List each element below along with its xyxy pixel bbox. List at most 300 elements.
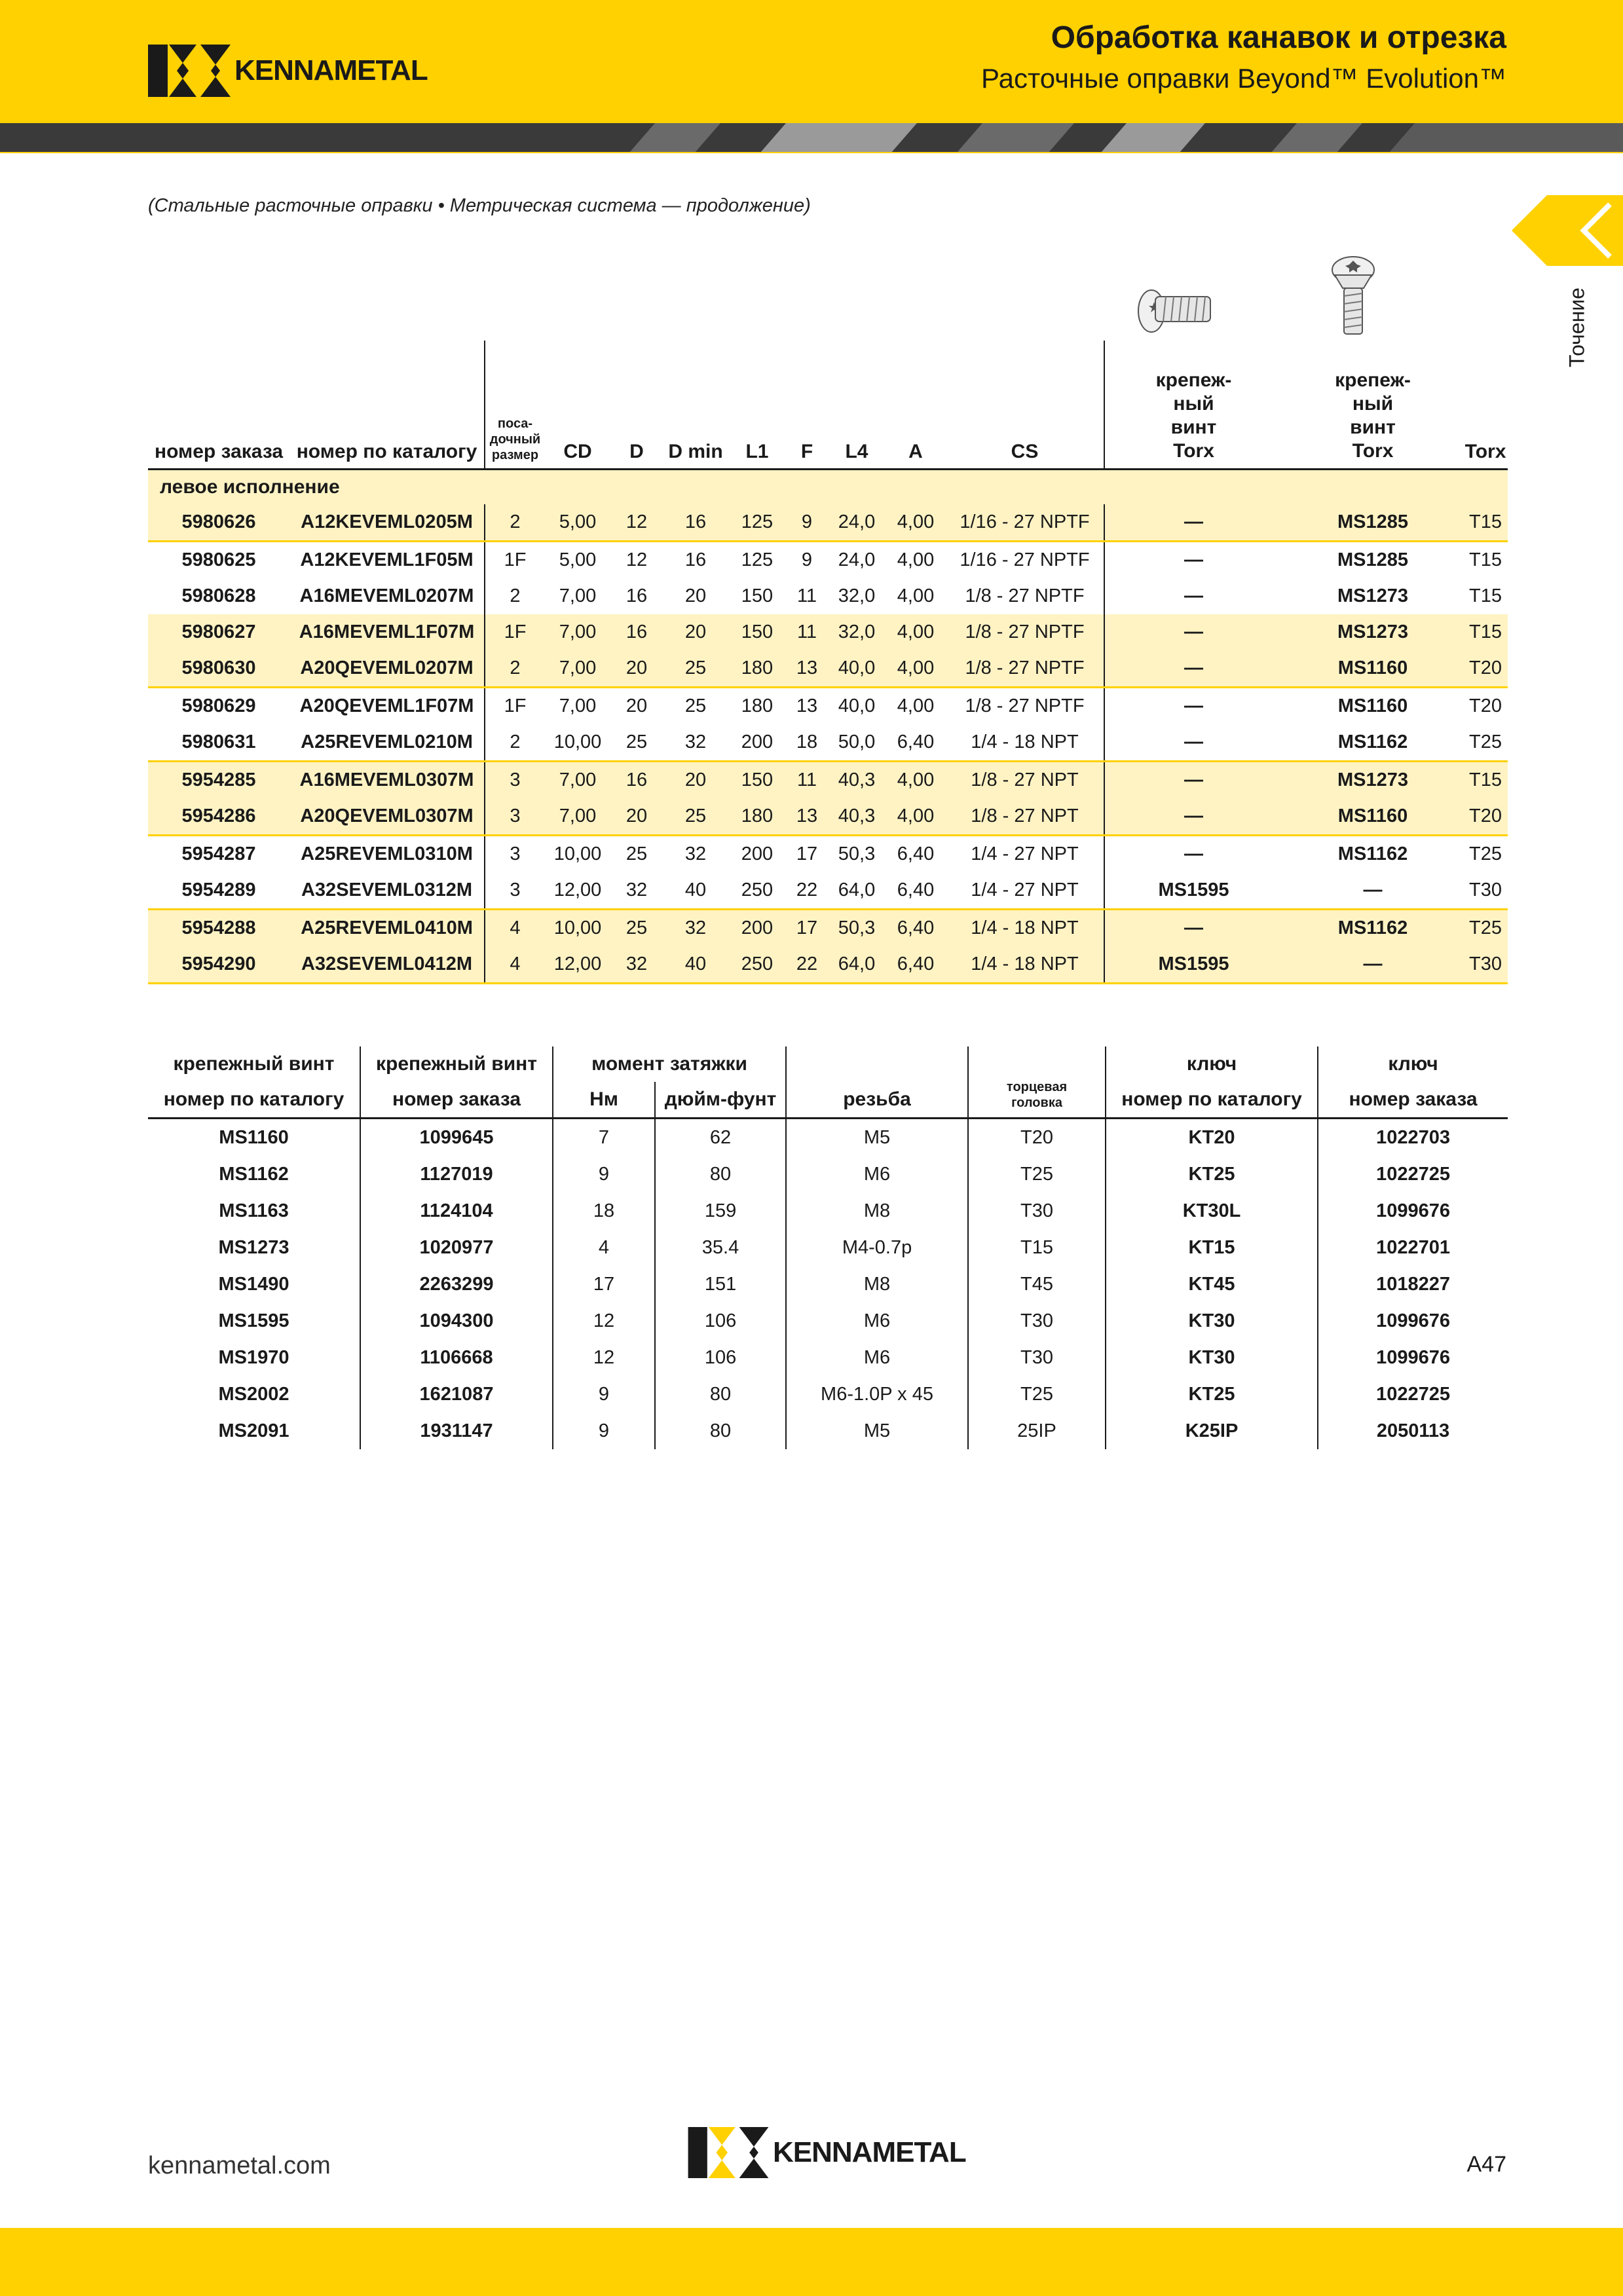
cell-seat: 4 — [485, 909, 545, 946]
table-row — [148, 504, 1508, 542]
cell-cd: 7,00 — [545, 761, 610, 798]
cell-nm: 17 — [553, 1266, 655, 1303]
cell-s1: — — [1104, 650, 1282, 688]
cell-cs: 1/4 - 27 NPT — [946, 835, 1104, 872]
cell-f: 22 — [786, 872, 828, 910]
cell-key_order: 1099676 — [1376, 1200, 1450, 1221]
cell-cd: 5,00 — [545, 504, 610, 542]
cell-l4: 64,0 — [828, 946, 886, 984]
cell-s2: — — [1282, 872, 1463, 910]
cell-catalog: A25REVEML0210M — [289, 724, 485, 762]
cell-key: KT25 — [1106, 1376, 1318, 1413]
cell-torx: T25 — [1469, 843, 1502, 864]
col-screw-catalog: номер по каталогу — [148, 1082, 360, 1119]
cell-s1: MS1595 — [1104, 872, 1282, 910]
cell-thread: M4-0.7p — [786, 1229, 968, 1266]
table-row — [148, 761, 1508, 798]
cell-l4: 24,0 — [828, 504, 886, 542]
cell-cs: 1/8 - 27 NPTF — [946, 614, 1104, 650]
cell-f: 13 — [786, 798, 828, 836]
cell-s1: — — [1184, 843, 1203, 864]
cell-torx: T25 — [1463, 724, 1508, 762]
cell-torx: T15 — [1463, 761, 1508, 798]
cell-catalog: A16MEVEML0207M — [289, 578, 485, 614]
cell-cs: 1/16 - 27 NPTF — [946, 541, 1104, 578]
cell-screw: MS1490 — [148, 1266, 360, 1303]
cell-l1: 250 — [728, 946, 786, 984]
col-screw-order-label: крепежный винт — [360, 1046, 553, 1082]
cell-f: 17 — [786, 909, 828, 946]
table-row — [148, 909, 1508, 946]
cell-drive: T30 — [968, 1303, 1106, 1339]
col-key-order-label: ключ — [1388, 1053, 1438, 1075]
cell-s2: MS1273 — [1282, 761, 1463, 798]
torx-screw-horizontal-icon — [1133, 278, 1218, 337]
cell-cd: 10,00 — [553, 843, 602, 864]
col-d: D — [610, 341, 663, 469]
table-row — [148, 798, 1508, 836]
cell-dmin: 16 — [684, 549, 707, 570]
cell-inlb: 35.4 — [655, 1229, 786, 1266]
cell-a: 4,00 — [897, 695, 935, 716]
cell-catalog: A20QEVEML0307M — [289, 798, 485, 836]
cell-seat: 3 — [510, 843, 521, 864]
cell-cd: 7,00 — [545, 614, 610, 650]
cell-order: 1106668 — [360, 1339, 553, 1376]
boring-bars-table — [148, 341, 1508, 984]
cell-a: 6,40 — [897, 843, 935, 864]
cell-s1: — — [1104, 504, 1282, 542]
cell-cd: 5,00 — [559, 549, 597, 570]
cell-torx: T30 — [1463, 946, 1508, 984]
cell-key: KT30 — [1106, 1303, 1318, 1339]
cell-inlb: 159 — [655, 1193, 786, 1229]
cell-inlb: 106 — [655, 1303, 786, 1339]
cell-thread: M6 — [786, 1156, 968, 1193]
cell-dmin: 20 — [663, 614, 728, 650]
cell-screw: MS1163 — [148, 1193, 360, 1229]
cell-torx: T30 — [1463, 872, 1508, 910]
cell-screw: MS1273 — [148, 1229, 360, 1266]
cell-l4: 40,0 — [838, 695, 876, 716]
cell-s1: — — [1184, 695, 1203, 716]
cell-catalog: A25REVEML0310M — [289, 835, 485, 872]
cell-catalog: A12KEVEML1F05M — [289, 541, 485, 578]
cell-thread: M8 — [786, 1266, 968, 1303]
cell-key: KT25 — [1106, 1156, 1318, 1193]
cell-l4: 40,3 — [828, 761, 886, 798]
table-row — [148, 578, 1508, 614]
col-l1: L1 — [728, 341, 786, 469]
side-tab-chevron — [1512, 195, 1623, 266]
cell-seat: 4 — [485, 946, 545, 984]
table-row — [148, 1266, 1508, 1303]
cell-s1: MS1595 — [1104, 946, 1282, 984]
cell-cs: 1/16 - 27 NPTF — [946, 504, 1104, 542]
cell-cd: 7,00 — [559, 695, 597, 716]
cell-s1: — — [1184, 549, 1203, 570]
cell-s2: MS1285 — [1337, 549, 1408, 570]
cell-torx: T20 — [1463, 650, 1508, 688]
cell-torx: T15 — [1463, 614, 1508, 650]
cell-a: 4,00 — [897, 549, 935, 570]
cell-catalog: A25REVEML0410M — [289, 909, 485, 946]
cell-key: KT30 — [1106, 1339, 1318, 1376]
cell-seat: 1F — [504, 695, 527, 716]
col-inlb: дюйм-фунт — [655, 1082, 786, 1119]
cell-inlb: 151 — [655, 1266, 786, 1303]
cell-s1: — — [1104, 761, 1282, 798]
col-screw-label: крепежный винт — [148, 1046, 360, 1082]
cell-key_order: 1022725 — [1376, 1163, 1450, 1185]
cell-a: 6,40 — [886, 946, 946, 984]
cell-d: 25 — [610, 724, 663, 762]
cell-thread: M6 — [786, 1339, 968, 1376]
cell-cs: 1/8 - 27 NPT — [946, 761, 1104, 798]
cell-nm: 9 — [553, 1156, 655, 1193]
cell-seat: 3 — [485, 798, 545, 836]
table-row — [148, 541, 1508, 578]
cell-cs: 1/8 - 27 NPTF — [946, 687, 1104, 724]
cell-seat: 2 — [510, 585, 521, 606]
cell-dmin: 32 — [663, 724, 728, 762]
cell-f: 13 — [786, 650, 828, 688]
cell-d: 25 — [625, 843, 648, 864]
cell-catalog: A20QEVEML0207M — [289, 650, 485, 688]
cell-key: KT15 — [1106, 1229, 1318, 1266]
cell-s1: — — [1104, 614, 1282, 650]
cell-cs: 1/8 - 27 NPTF — [946, 578, 1104, 614]
cell-order: 2263299 — [360, 1266, 553, 1303]
cell-l1: 180 — [728, 798, 786, 836]
cell-dmin: 20 — [684, 585, 707, 606]
cell-order: 5954285 — [148, 761, 289, 798]
page-number: A47 — [1466, 2152, 1506, 2177]
cell-f: 18 — [786, 724, 828, 762]
cell-d: 16 — [625, 585, 648, 606]
cell-screw: MS1160 — [148, 1119, 360, 1157]
cell-dmin: 32 — [663, 909, 728, 946]
cell-catalog: A20QEVEML1F07M — [289, 687, 485, 724]
cell-key_order: 1022725 — [1376, 1383, 1450, 1405]
cell-l4: 40,3 — [828, 798, 886, 836]
cell-order: 1099645 — [360, 1119, 553, 1157]
col-a: A — [886, 341, 946, 469]
table-row — [148, 1376, 1508, 1413]
cell-thread: M5 — [786, 1413, 968, 1449]
col-torque-label: момент затяжки — [553, 1046, 786, 1082]
cell-a: 4,00 — [886, 504, 946, 542]
col-nm: Нм — [553, 1082, 655, 1119]
cell-s2: MS1162 — [1282, 724, 1463, 762]
cell-torx: T15 — [1469, 549, 1502, 570]
cell-seat: 2 — [485, 504, 545, 542]
cell-dmin: 20 — [663, 761, 728, 798]
col-screw-1: крепеж- ный винт Torx — [1104, 341, 1282, 469]
col-thread: резьба — [786, 1082, 968, 1119]
cell-s2: MS1162 — [1337, 843, 1408, 864]
cell-torx: T20 — [1463, 798, 1508, 836]
cell-l4: 50,3 — [828, 909, 886, 946]
page-title: Обработка канавок и отрезка — [1051, 20, 1506, 55]
cell-drive: T45 — [968, 1266, 1106, 1303]
cell-order: 5954289 — [148, 872, 289, 910]
cell-f: 13 — [796, 695, 818, 716]
cell-catalog: A16MEVEML0307M — [289, 761, 485, 798]
cell-f: 9 — [786, 504, 828, 542]
cell-a: 6,40 — [886, 724, 946, 762]
table-row — [148, 724, 1508, 762]
cell-catalog: A16MEVEML1F07M — [289, 614, 485, 650]
cell-cd: 10,00 — [545, 909, 610, 946]
side-tab-label: Точение — [1565, 287, 1589, 367]
cell-dmin: 25 — [663, 650, 728, 688]
cell-d: 12 — [610, 504, 663, 542]
cell-l1: 180 — [728, 650, 786, 688]
col-key-label: ключ — [1106, 1046, 1318, 1082]
col-cs: CS — [946, 341, 1104, 469]
col-screw-order: номер заказа — [360, 1082, 553, 1119]
cell-seat: 2 — [485, 724, 545, 762]
cell-order: 5980630 — [148, 650, 289, 688]
cell-l1: 150 — [741, 585, 774, 606]
cell-key_order: 1022701 — [1376, 1236, 1450, 1258]
cell-drive: T15 — [968, 1229, 1106, 1266]
cell-d: 25 — [610, 909, 663, 946]
kennametal-k-icon — [688, 2127, 769, 2178]
section-subtitle: (Стальные расточные оправки • Метрическая система — продолжение) — [148, 195, 811, 216]
cell-l4: 50,0 — [828, 724, 886, 762]
col-seat-size: поса- дочный размер — [485, 341, 545, 469]
table-row — [148, 1413, 1508, 1449]
cell-seat: 1F — [485, 614, 545, 650]
table-row — [148, 1229, 1508, 1266]
cell-d: 20 — [625, 695, 648, 716]
footer-logo — [688, 2127, 966, 2178]
cell-nm: 12 — [553, 1303, 655, 1339]
cell-s2: MS1160 — [1282, 650, 1463, 688]
cell-key_order: 2050113 — [1376, 1420, 1450, 1441]
cell-order: 5980628 — [181, 585, 256, 606]
cell-s2: MS1160 — [1282, 798, 1463, 836]
cell-s1: — — [1184, 585, 1203, 606]
cell-s2: — — [1282, 946, 1463, 984]
col-torx: Torx — [1463, 341, 1508, 469]
footer-wordmark: KENNAMETAL — [773, 2136, 966, 2168]
cell-drive: 25IP — [968, 1413, 1106, 1449]
cell-thread: M6 — [786, 1303, 968, 1339]
cell-key: K25IP — [1106, 1413, 1318, 1449]
col-screw-2: крепеж- ный винт Torx — [1282, 341, 1463, 469]
cell-nm: 12 — [553, 1339, 655, 1376]
cell-l1: 200 — [728, 909, 786, 946]
cell-l4: 64,0 — [828, 872, 886, 910]
page-header — [0, 0, 1623, 123]
cell-order: 5954287 — [181, 843, 256, 864]
cell-s2: MS1273 — [1337, 585, 1408, 606]
cell-d: 16 — [610, 614, 663, 650]
cell-screw: MS2002 — [148, 1376, 360, 1413]
cell-order: 5954286 — [148, 798, 289, 836]
cell-l1: 180 — [741, 695, 774, 716]
cell-f: 11 — [786, 761, 828, 798]
cell-screw: MS2091 — [148, 1413, 360, 1449]
cell-cs: 1/8 - 27 NPT — [946, 798, 1104, 836]
cell-s1: — — [1104, 724, 1282, 762]
col-cd: CD — [545, 341, 610, 469]
cell-l4: 40,0 — [828, 650, 886, 688]
cell-d: 20 — [610, 650, 663, 688]
col-order-no: номер заказа — [148, 341, 289, 469]
table-row — [148, 1339, 1508, 1376]
cell-cs: 1/4 - 18 NPT — [946, 909, 1104, 946]
cell-l1: 250 — [728, 872, 786, 910]
cell-order: 1621087 — [360, 1376, 553, 1413]
table-row — [148, 1156, 1508, 1193]
cell-dmin: 32 — [684, 843, 707, 864]
cell-torx: T25 — [1463, 909, 1508, 946]
cell-key: KT30L — [1106, 1193, 1318, 1229]
cell-l1: 200 — [741, 843, 774, 864]
col-dmin: D min — [663, 341, 728, 469]
cell-dmin: 25 — [663, 798, 728, 836]
cell-a: 4,00 — [886, 761, 946, 798]
cell-key_order: 1018227 — [1376, 1273, 1450, 1295]
cell-cs: 1/4 - 18 NPT — [946, 724, 1104, 762]
footer-bar — [0, 2228, 1623, 2296]
cell-torx: T20 — [1469, 695, 1502, 716]
cell-a: 4,00 — [897, 585, 935, 606]
cell-l1: 150 — [728, 761, 786, 798]
cell-s2: MS1162 — [1282, 909, 1463, 946]
cell-s2: MS1273 — [1282, 614, 1463, 650]
cell-seat: 3 — [485, 872, 545, 910]
cell-order: 1094300 — [360, 1303, 553, 1339]
cell-thread: M6-1.0P x 45 — [786, 1376, 968, 1413]
cell-order: 5980626 — [148, 504, 289, 542]
cell-l4: 32,0 — [838, 585, 876, 606]
cell-dmin: 40 — [663, 872, 728, 910]
cell-drive: T25 — [968, 1156, 1106, 1193]
cell-cd: 7,00 — [559, 585, 597, 606]
cell-order: 1020977 — [360, 1229, 553, 1266]
cell-key: KT20 — [1106, 1119, 1318, 1157]
cell-seat: 1F — [504, 549, 527, 570]
cell-a: 4,00 — [886, 614, 946, 650]
cell-s1: — — [1104, 798, 1282, 836]
screw-specs-table — [148, 1046, 1508, 1449]
cell-cd: 12,00 — [545, 946, 610, 984]
cell-dmin: 40 — [663, 946, 728, 984]
cell-d: 32 — [610, 872, 663, 910]
group-label-left-hand: левое исполнение — [148, 469, 1508, 504]
cell-inlb: 80 — [655, 1376, 786, 1413]
footer-url[interactable]: kennametal.com — [148, 2152, 331, 2179]
cell-cs: 1/4 - 27 NPT — [946, 872, 1104, 910]
cell-cd: 10,00 — [545, 724, 610, 762]
cell-drive: T30 — [968, 1193, 1106, 1229]
cell-cd: 7,00 — [545, 650, 610, 688]
col-catalog-no: номер по каталогу — [289, 341, 485, 469]
table-row — [148, 835, 1508, 872]
cell-l1: 125 — [741, 549, 774, 570]
col-thread-top — [786, 1046, 968, 1082]
header-stripe — [0, 123, 1623, 153]
table-row — [148, 614, 1508, 650]
cell-f: 11 — [786, 614, 828, 650]
cell-inlb: 80 — [655, 1156, 786, 1193]
cell-d: 32 — [610, 946, 663, 984]
cell-f: 22 — [786, 946, 828, 984]
cell-cd: 7,00 — [545, 798, 610, 836]
cell-order: 5980625 — [181, 549, 256, 570]
col-key-catalog: номер по каталогу — [1106, 1082, 1318, 1119]
table-row — [148, 1119, 1508, 1157]
col-f: F — [786, 341, 828, 469]
cell-s2: MS1285 — [1282, 504, 1463, 542]
cell-seat: 3 — [485, 761, 545, 798]
cell-order: 5954290 — [148, 946, 289, 984]
cell-order: 1931147 — [360, 1413, 553, 1449]
cell-order: 1124104 — [360, 1193, 553, 1229]
table-row — [148, 946, 1508, 984]
cell-key: KT45 — [1106, 1266, 1318, 1303]
col-l4: L4 — [828, 341, 886, 469]
cell-a: 4,00 — [886, 798, 946, 836]
cell-inlb: 106 — [655, 1339, 786, 1376]
cell-order: 5980629 — [181, 695, 256, 716]
logo-wordmark: KENNAMETAL — [234, 54, 428, 86]
cell-dmin: 25 — [684, 695, 707, 716]
cell-key_order: 1099676 — [1376, 1346, 1450, 1368]
cell-torx: T15 — [1469, 585, 1502, 606]
cell-f: 9 — [801, 549, 813, 570]
cell-l1: 150 — [728, 614, 786, 650]
table-row — [148, 687, 1508, 724]
cell-cs: 1/8 - 27 NPTF — [946, 650, 1104, 688]
cell-thread: M8 — [786, 1193, 968, 1229]
cell-nm: 7 — [553, 1119, 655, 1157]
cell-inlb: 80 — [655, 1413, 786, 1449]
cell-key_order: 1022703 — [1376, 1126, 1450, 1148]
cell-s1: — — [1104, 909, 1282, 946]
cell-cs: 1/4 - 18 NPT — [946, 946, 1104, 984]
cell-s2: MS1160 — [1337, 695, 1408, 716]
table-row — [148, 1303, 1508, 1339]
cell-drive: T25 — [968, 1376, 1106, 1413]
cell-order: 5980631 — [148, 724, 289, 762]
cell-seat: 2 — [485, 650, 545, 688]
cell-screw: MS1970 — [148, 1339, 360, 1376]
cell-order: 1127019 — [360, 1156, 553, 1193]
cell-l1: 200 — [728, 724, 786, 762]
cell-d: 12 — [625, 549, 648, 570]
cell-nm: 9 — [553, 1413, 655, 1449]
cell-l4: 32,0 — [828, 614, 886, 650]
cell-catalog: A12KEVEML0205M — [289, 504, 485, 542]
cell-nm: 18 — [553, 1193, 655, 1229]
cell-nm: 9 — [553, 1376, 655, 1413]
cell-nm: 4 — [553, 1229, 655, 1266]
cell-dmin: 16 — [663, 504, 728, 542]
cell-a: 6,40 — [886, 909, 946, 946]
kennametal-k-icon — [148, 45, 231, 97]
cell-thread: M5 — [786, 1119, 968, 1157]
kennametal-logo — [148, 45, 428, 97]
cell-order: 5980627 — [148, 614, 289, 650]
col-drive: торцевая головка — [968, 1046, 1106, 1119]
table-row — [148, 1193, 1508, 1229]
